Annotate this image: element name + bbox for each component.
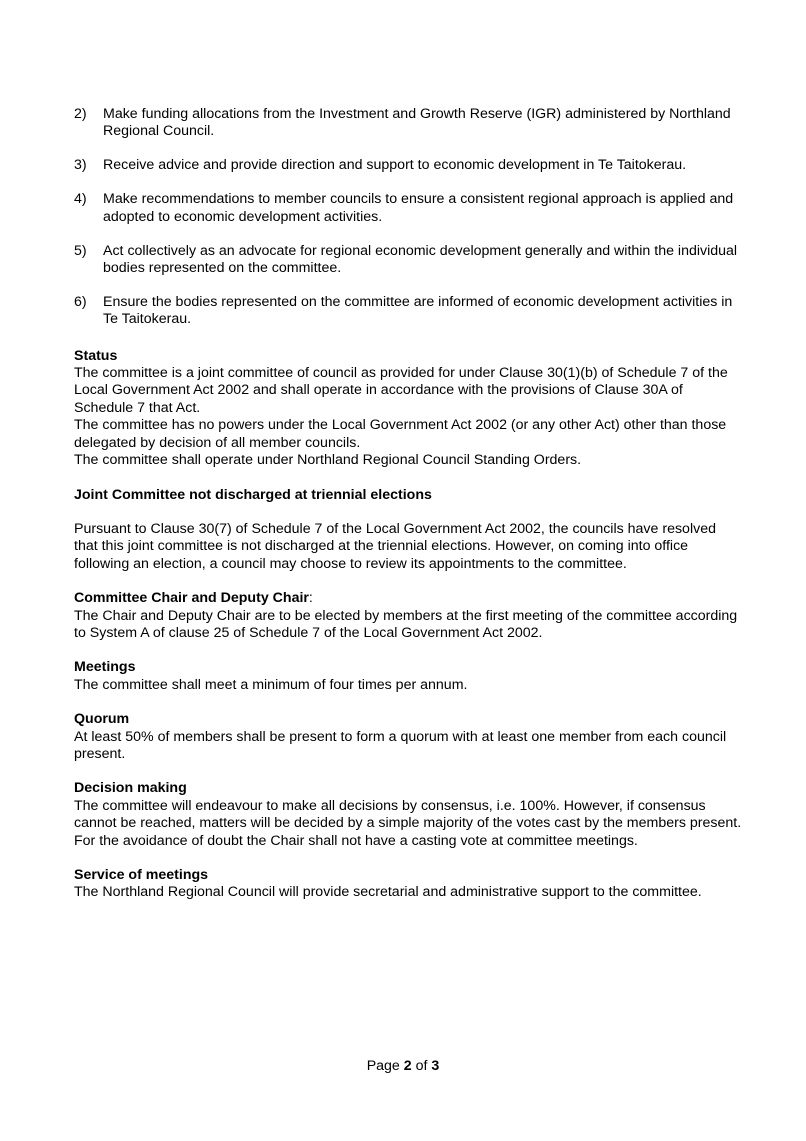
chair-text: The Chair and Deputy Chair are to be elected by members at the first meeting of the committee according to System A of clause 25 of Schedule 7 of the Local Government Act 2002. xyxy=(74,607,738,641)
meetings-heading: Meetings xyxy=(74,659,136,676)
joint-committee-text: Pursuant to Clause 30(7) of Schedule 7 of the Local Government Act 2002, the councils have resolved that this joint committee is not discharged at the triennial elections. However, on coming into office following an election, a council may choose to review its appointments to the committee. xyxy=(74,520,716,572)
decision-heading: Decision making xyxy=(74,780,187,797)
list-text: Act collectively as an advocate for regional economic development generally and within the individual bodies represented on the committee. xyxy=(103,242,738,276)
page-footer xyxy=(0,1058,806,1075)
list-number: 5) xyxy=(74,242,87,259)
list-text: Ensure the bodies represented on the committee are informed of economic development activities in Te Taitokerau. xyxy=(103,293,733,328)
list-item xyxy=(74,106,742,141)
service-text: The Northland Regional Council will provide secretarial and administrative support to the committee. xyxy=(74,884,702,901)
chair-heading-colon: : xyxy=(308,590,313,607)
numbered-list xyxy=(74,106,742,329)
current-page-number: 2 xyxy=(403,1058,412,1074)
status-paragraph-2: The committee has no powers under the Local Government Act 2002 (or any other Act) other than those delegated by decision of all member councils. xyxy=(74,417,727,451)
document-body xyxy=(74,106,742,919)
list-number: 4) xyxy=(74,191,87,208)
meetings-section xyxy=(74,659,742,694)
chair-section xyxy=(74,590,742,642)
joint-committee-section xyxy=(74,487,742,574)
list-text: Make funding allocations from the Investment and Growth Reserve (IGR) administered by Northland Regional Council. xyxy=(103,106,731,140)
service-heading: Service of meetings xyxy=(74,867,209,883)
list-number: 2) xyxy=(74,106,87,122)
status-heading: Status xyxy=(74,347,118,364)
list-item xyxy=(74,294,742,329)
decision-text: The committee will endeavour to make all decisions by consensus, i.e. 100%. However, if consensus cannot be reached, matters will be decided by a simple majority of the votes cast by the members present. For the avoidance of doubt the Chair shall not have a casting vote at committee meetings. xyxy=(74,797,742,849)
list-number: 3) xyxy=(74,157,87,174)
status-paragraph-1: The committee is a joint committee of council as provided for under Clause 30(1)(b) of Schedule 7 of the Local Government Act 2002 and shall operate in accordance with the provisions of Clause 30A of Schedule 7 that Act. xyxy=(74,365,728,416)
status-paragraph-3: The committee shall operate under Northland Regional Council Standing Orders. xyxy=(74,452,582,469)
list-number: 6) xyxy=(74,293,87,310)
chair-heading-line xyxy=(74,590,742,607)
meetings-text: The committee shall meet a minimum of four times per annum. xyxy=(74,676,468,693)
quorum-section xyxy=(74,711,742,763)
quorum-heading: Quorum xyxy=(74,711,130,728)
status-section xyxy=(74,348,742,470)
list-item xyxy=(74,243,742,278)
page-word: Page xyxy=(366,1058,400,1074)
total-page-number: 3 xyxy=(431,1058,440,1074)
joint-committee-heading: Joint Committee not discharged at triennial elections xyxy=(74,486,432,503)
list-item xyxy=(74,157,742,174)
list-text: Receive advice and provide direction and support to economic development in Te Taitokerau. xyxy=(103,157,687,174)
decision-section xyxy=(74,780,742,850)
of-word: of xyxy=(415,1058,428,1074)
list-text: Make recommendations to member councils to ensure a consistent regional approach is applied and adopted to economic development activities. xyxy=(103,191,734,225)
service-section xyxy=(74,867,742,902)
chair-heading: Committee Chair and Deputy Chair xyxy=(74,590,309,607)
quorum-text: At least 50% of members shall be present to form a quorum with at least one member from each council present. xyxy=(74,728,727,762)
list-item xyxy=(74,191,742,226)
